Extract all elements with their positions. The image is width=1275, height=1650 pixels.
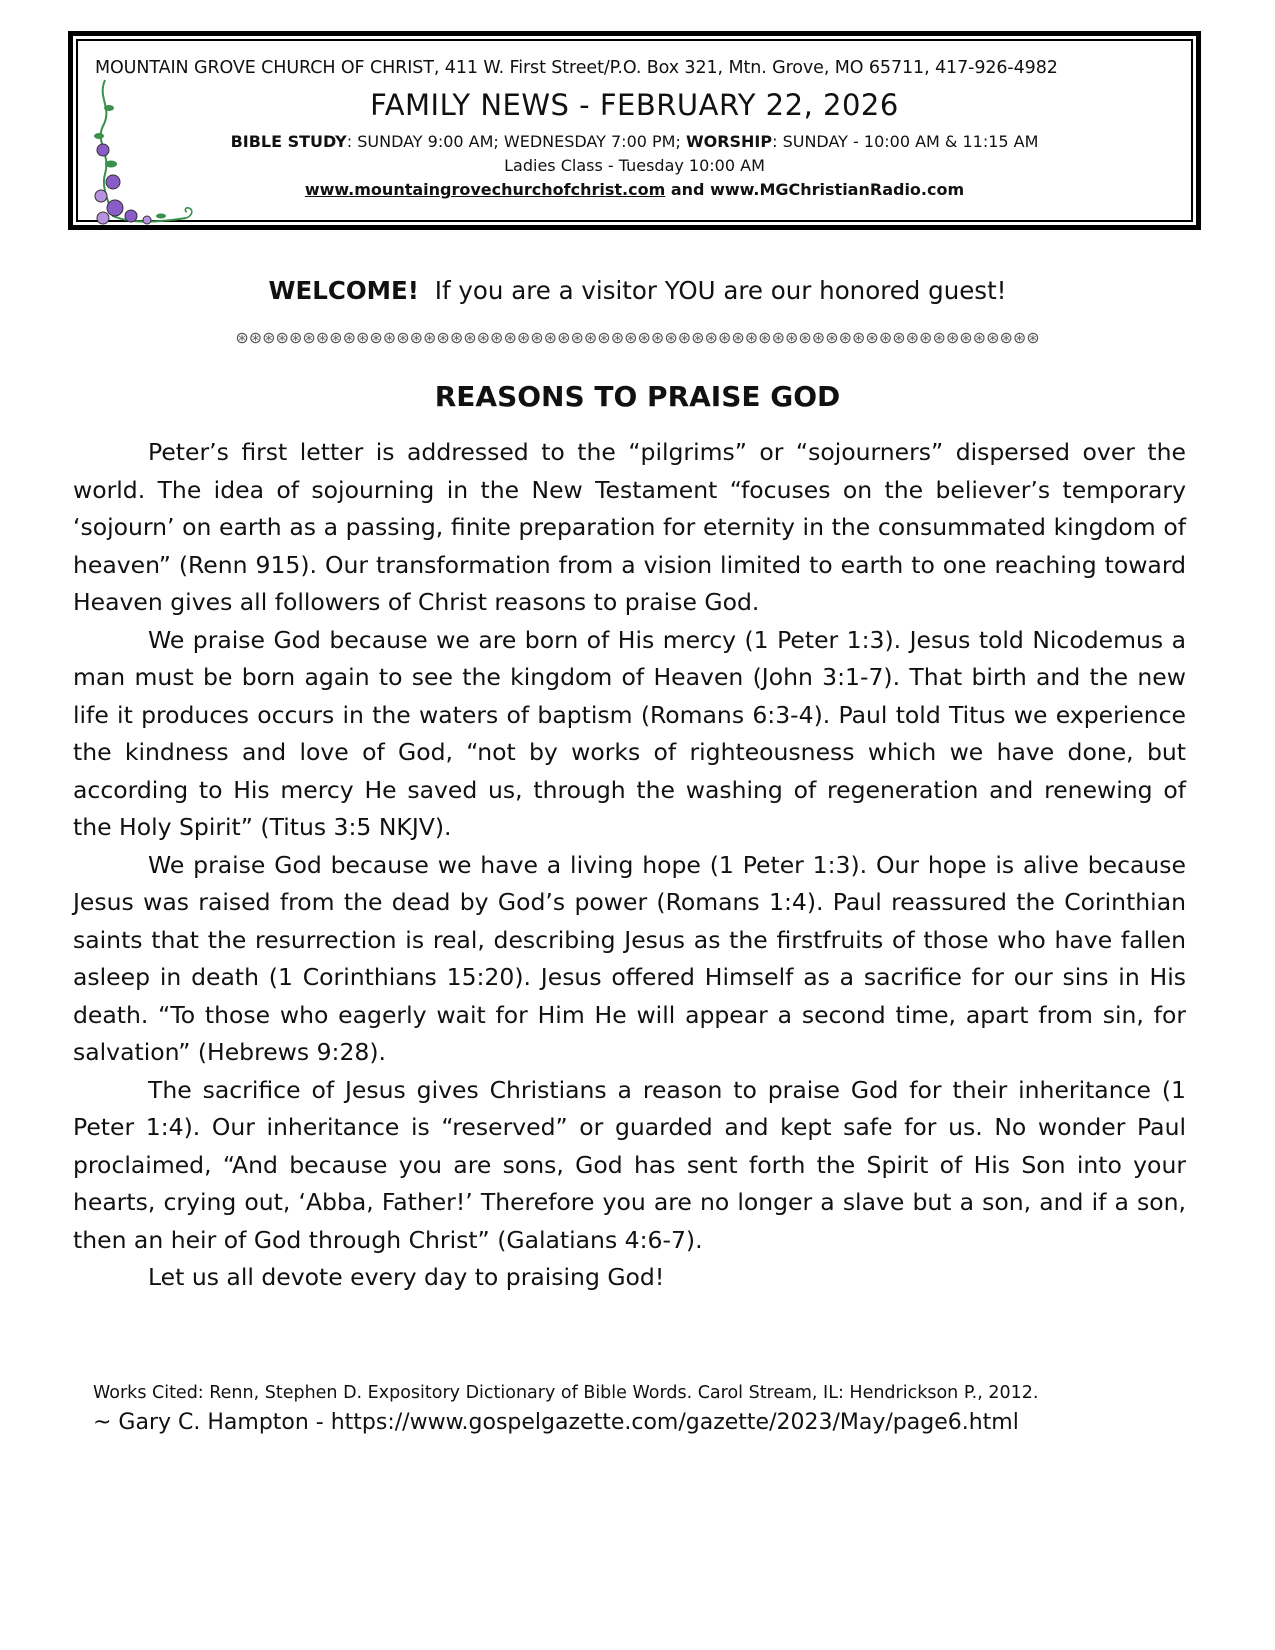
welcome-text: If you are a visitor YOU are our honored guest! [434,276,1007,305]
service-schedule [73,132,1196,151]
article-title: REASONS TO PRAISE GOD [434,380,841,413]
church-address-line: MOUNTAIN GROVE CHURCH OF CHRIST, 411 W. First Street/P.O. Box 321, Mtn. Grove, MO 65711, 417-926-4982 [95,58,1058,78]
websites-joiner: and [665,180,711,199]
masthead-box [68,31,1201,230]
welcome-banner [0,276,1275,305]
ladies-class-line: Ladies Class - Tuesday 10:00 AM [504,156,765,175]
article-paragraph: Let us all devote every day to praising God! [148,1263,665,1291]
newsletter-title: FAMILY NEWS - FEBRUARY 22, 2026 [370,88,899,122]
article-paragraph: We praise God because we have a living hope (1 Peter 1:3). Our hope is alive because Jesus was raised from the dead by God’s power (Romans 1:4). Paul reassured the Corinthian saints that the resurrection is real, describing Jesus as the firstfruits of those who have fallen asleep in death (1 Corinthians 15:20). Jesus offered Himself as a sacrifice for our sins in His death. “To those who eagerly wait for Him He will appear a second time, apart from sin, for salvation” (Hebrews 9:28). [73,850,1186,1066]
radio-website-link[interactable]: www.MGChristianRadio.com [710,180,965,199]
bible-study-label: BIBLE STUDY [230,132,347,151]
author-attribution: ~ Gary C. Hampton - https://www.gospelgazette.com/gazette/2023/May/page6.html [93,1410,1019,1435]
worship-label: WORSHIP [685,132,773,151]
decorative-divider: ⊛⊛⊛⊛⊛⊛⊛⊛⊛⊛⊛⊛⊛⊛⊛⊛⊛⊛⊛⊛⊛⊛⊛⊛⊛⊛⊛⊛⊛⊛⊛⊛⊛⊛⊛⊛⊛⊛⊛⊛⊛⊛⊛⊛⊛⊛⊛⊛⊛⊛⊛⊛⊛⊛⊛⊛⊛⊛⊛⊛ [235,328,1040,347]
works-cited: Works Cited: Renn, Stephen D. Expository Dictionary of Bible Words. Carol Stream, IL: Hendrickson P., 2012. [93,1383,1039,1403]
websites-line [73,180,1196,199]
welcome-label: WELCOME! [268,276,419,305]
worship-times: : SUNDAY - 10:00 AM & 11:15 AM [772,132,1039,151]
article-paragraph: Peter’s first letter is addressed to the “pilgrims” or “sojourners” dispersed over the world. The idea of sojourning in the New Testament “focuses on the believer’s temporary ‘sojourn’ on earth as a passing, finite preparation for eternity in the consummated kingdom of heaven” (Renn 915). Our transformation from a vision limited to earth to one reaching toward Heaven gives all followers of Christ reasons to praise God. [73,438,1186,616]
article-paragraph: We praise God because we are born of His mercy (1 Peter 1:3). Jesus told Nicodemus a man must be born again to see the kingdom of Heaven (John 3:1-7). That birth and the new life it produces occurs in the waters of baptism (Romans 6:3-4). Paul told Titus we experience the kindness and love of God, “not by works of righteousness which we have done, but according to His mercy He saved us, through the washing of regeneration and renewing of the Holy Spirit” (Titus 3:5 NKJV). [73,625,1186,841]
article-body [73,434,1186,1297]
bible-study-times: : SUNDAY 9:00 AM; WEDNESDAY 7:00 PM; [346,132,686,151]
church-website-link[interactable]: www.mountaingrovechurchofchrist.com [304,180,666,199]
article-paragraph: The sacrifice of Jesus gives Christians a reason to praise God for their inheritance (1 Peter 1:4). Our inheritance is “reserved” or guarded and kept safe for us. No wonder Paul proclaimed, “And because you are sons, God has sent forth the Spirit of His Son into your hearts, crying out, ‘Abba, Father!’ Therefore you are no longer a slave but a son, and if a son, then an heir of God through Christ” (Galatians 4:6-7). [73,1075,1186,1254]
